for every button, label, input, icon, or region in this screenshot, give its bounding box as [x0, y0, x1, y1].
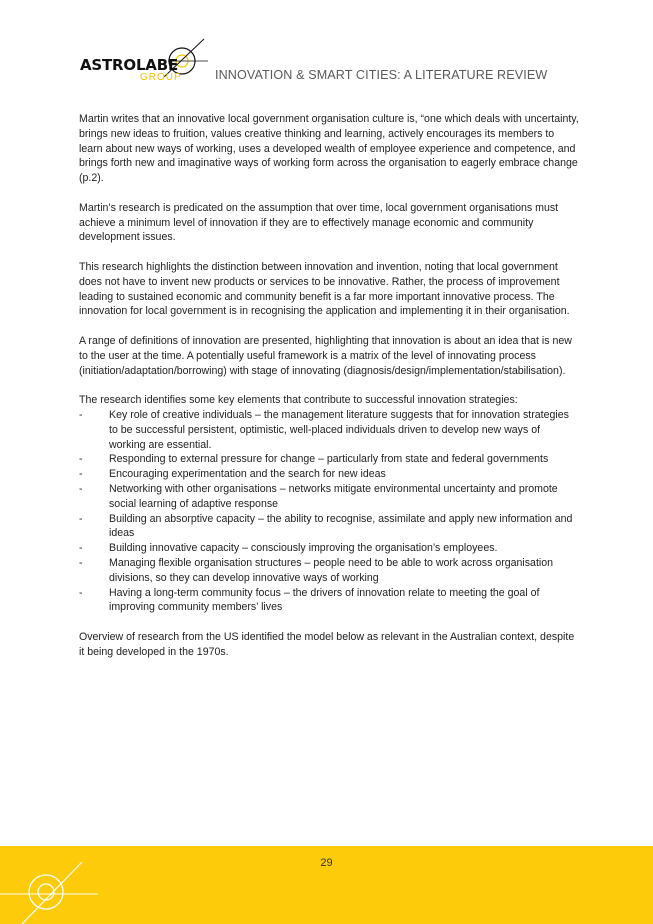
bullet-marker: - [79, 453, 83, 466]
page-header [0, 0, 653, 100]
list-item-text: Having a long-term community focus – the drivers of innovation relate to meeting the goal of improving community members’ lives [109, 586, 540, 614]
document-body [79, 112, 579, 674]
page-footer [0, 846, 653, 924]
list-item-text: Building an absorptive capacity – the ability to recognise, assimilate and apply new information and ideas [109, 512, 573, 540]
list-item [79, 512, 579, 542]
key-elements-list [79, 408, 579, 615]
bullet-marker: - [79, 468, 83, 481]
list-item-text: Responding to external pressure for change – particularly from state and federal governments [109, 453, 549, 466]
bullet-marker: - [79, 586, 83, 599]
paragraph: A range of definitions of innovation are presented, highlighting that innovation is about an idea that is new to the user at the time. A potentially useful framework is a matrix of the level of innovating process (initiation/adaptation/borrowing) with stage of innovating (diagnosis/design/implementation/stabilisation). [79, 334, 572, 377]
list-item-text: Managing flexible organisation structures – people need to be able to work across organisation divisions, so they can develop innovative ways of working [109, 556, 554, 584]
document-title: INNOVATION & SMART CITIES: A LITERATURE REVIEW [215, 68, 548, 82]
list-item [79, 586, 579, 616]
bullet-marker: - [79, 542, 83, 555]
paragraph: Martin writes that an innovative local government organisation culture is, “one which deals with uncertainty, brings new ideas to fruition, values creative thinking and learning, actively encourages its members to learn about new ways of working, uses a developed wealth of employee experience and competence, and brings forth new and imaginative ways of working form across the organisation to eagerly embrace change (p.2). [79, 113, 579, 185]
list-item [79, 467, 579, 482]
list-item [79, 541, 579, 556]
list-item-text: Key role of creative individuals – the management literature suggests that for innovation strategies to be successful persistent, optimistic, well-placed individuals driven to develop new ways of working are essential. [109, 408, 569, 451]
list-item [79, 556, 579, 586]
bullet-marker: - [79, 512, 83, 525]
page-number: 29 [320, 857, 333, 869]
list-item-text: Encouraging experimentation and the search for new ideas [109, 468, 386, 481]
bullet-marker: - [79, 482, 83, 495]
logo-wordmark: ASTROLABE [80, 56, 178, 74]
bullet-marker: - [79, 556, 83, 569]
paragraph: This research highlights the distinction between innovation and invention, noting that local government does not have to invent new products or services to be innovative. Rather, the process of improvement leading to sustained economic and community benefit is a far more important innovative process. The innovation for local government is in recognising the application and implementing it in their organisation. [79, 260, 570, 318]
list-item-text: Building innovative capacity – consciously improving the organisation’s employees. [109, 542, 498, 555]
list-item-text: Networking with other organisations – networks mitigate environmental uncertainty and promote social learning of adaptive response [109, 482, 558, 510]
logo-subtext: GROUP [140, 72, 182, 83]
list-item [79, 452, 579, 467]
paragraph: Martin’s research is predicated on the assumption that over time, local government organisations must achieve a minimum level of innovation if they are to effectively manage economic and community development issues. [79, 201, 559, 244]
bullet-marker: - [79, 408, 83, 421]
list-item [79, 408, 579, 452]
list-item [79, 482, 579, 512]
paragraph: Overview of research from the US identified the model below as relevant in the Australian context, despite it being developed in the 1970s. [79, 630, 575, 658]
list-intro: The research identifies some key elements that contribute to successful innovation strategies: [79, 394, 518, 407]
